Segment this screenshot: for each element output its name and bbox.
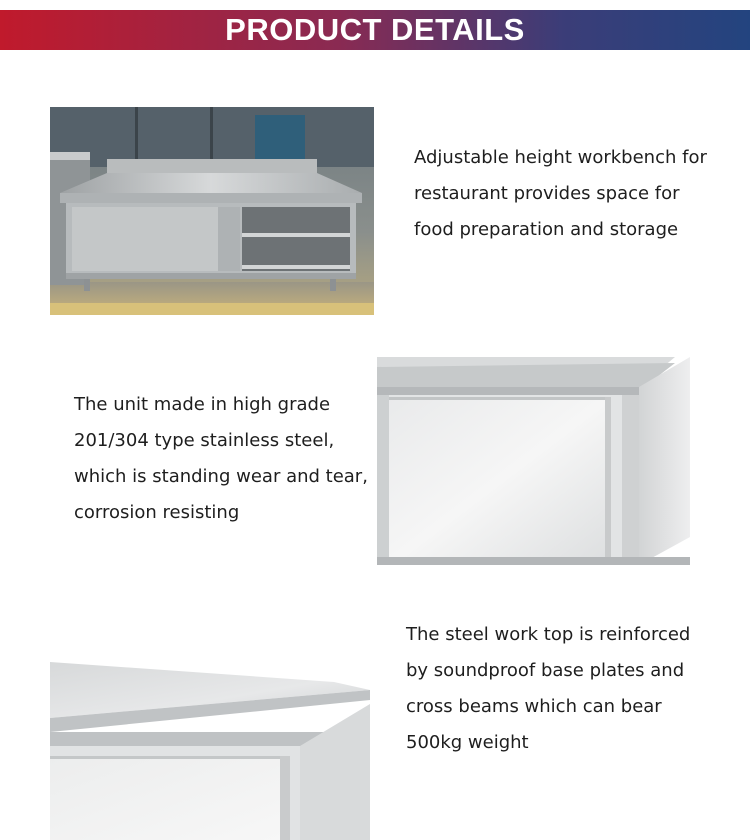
workbench-image <box>50 107 374 315</box>
cabinet-door-photo <box>377 357 690 565</box>
worktop-corner-photo <box>50 660 370 840</box>
section-3-description <box>406 617 690 761</box>
section-banner <box>0 10 750 50</box>
description-line: which is standing wear and tear, <box>74 466 368 487</box>
cabinet-door-image <box>377 357 690 565</box>
description-line: 201/304 type stainless steel, <box>74 430 335 451</box>
description-line: cross beams which can bear <box>406 696 662 717</box>
worktop-corner-image <box>50 660 370 840</box>
description-line: The unit made in high grade <box>74 394 331 415</box>
description-line: food preparation and storage <box>414 219 679 240</box>
description-line: Adjustable height workbench for <box>414 147 707 168</box>
section-1-description <box>414 140 707 248</box>
description-line: corrosion resisting <box>74 502 240 523</box>
workbench-photo <box>50 107 374 315</box>
description-line: The steel work top is reinforced <box>406 624 691 645</box>
description-line: 500kg weight <box>406 732 529 753</box>
section-2-description <box>74 387 368 531</box>
banner-title: PRODUCT DETAILS <box>225 12 525 47</box>
description-line: restaurant provides space for <box>414 183 680 204</box>
description-line: by soundproof base plates and <box>406 660 685 681</box>
